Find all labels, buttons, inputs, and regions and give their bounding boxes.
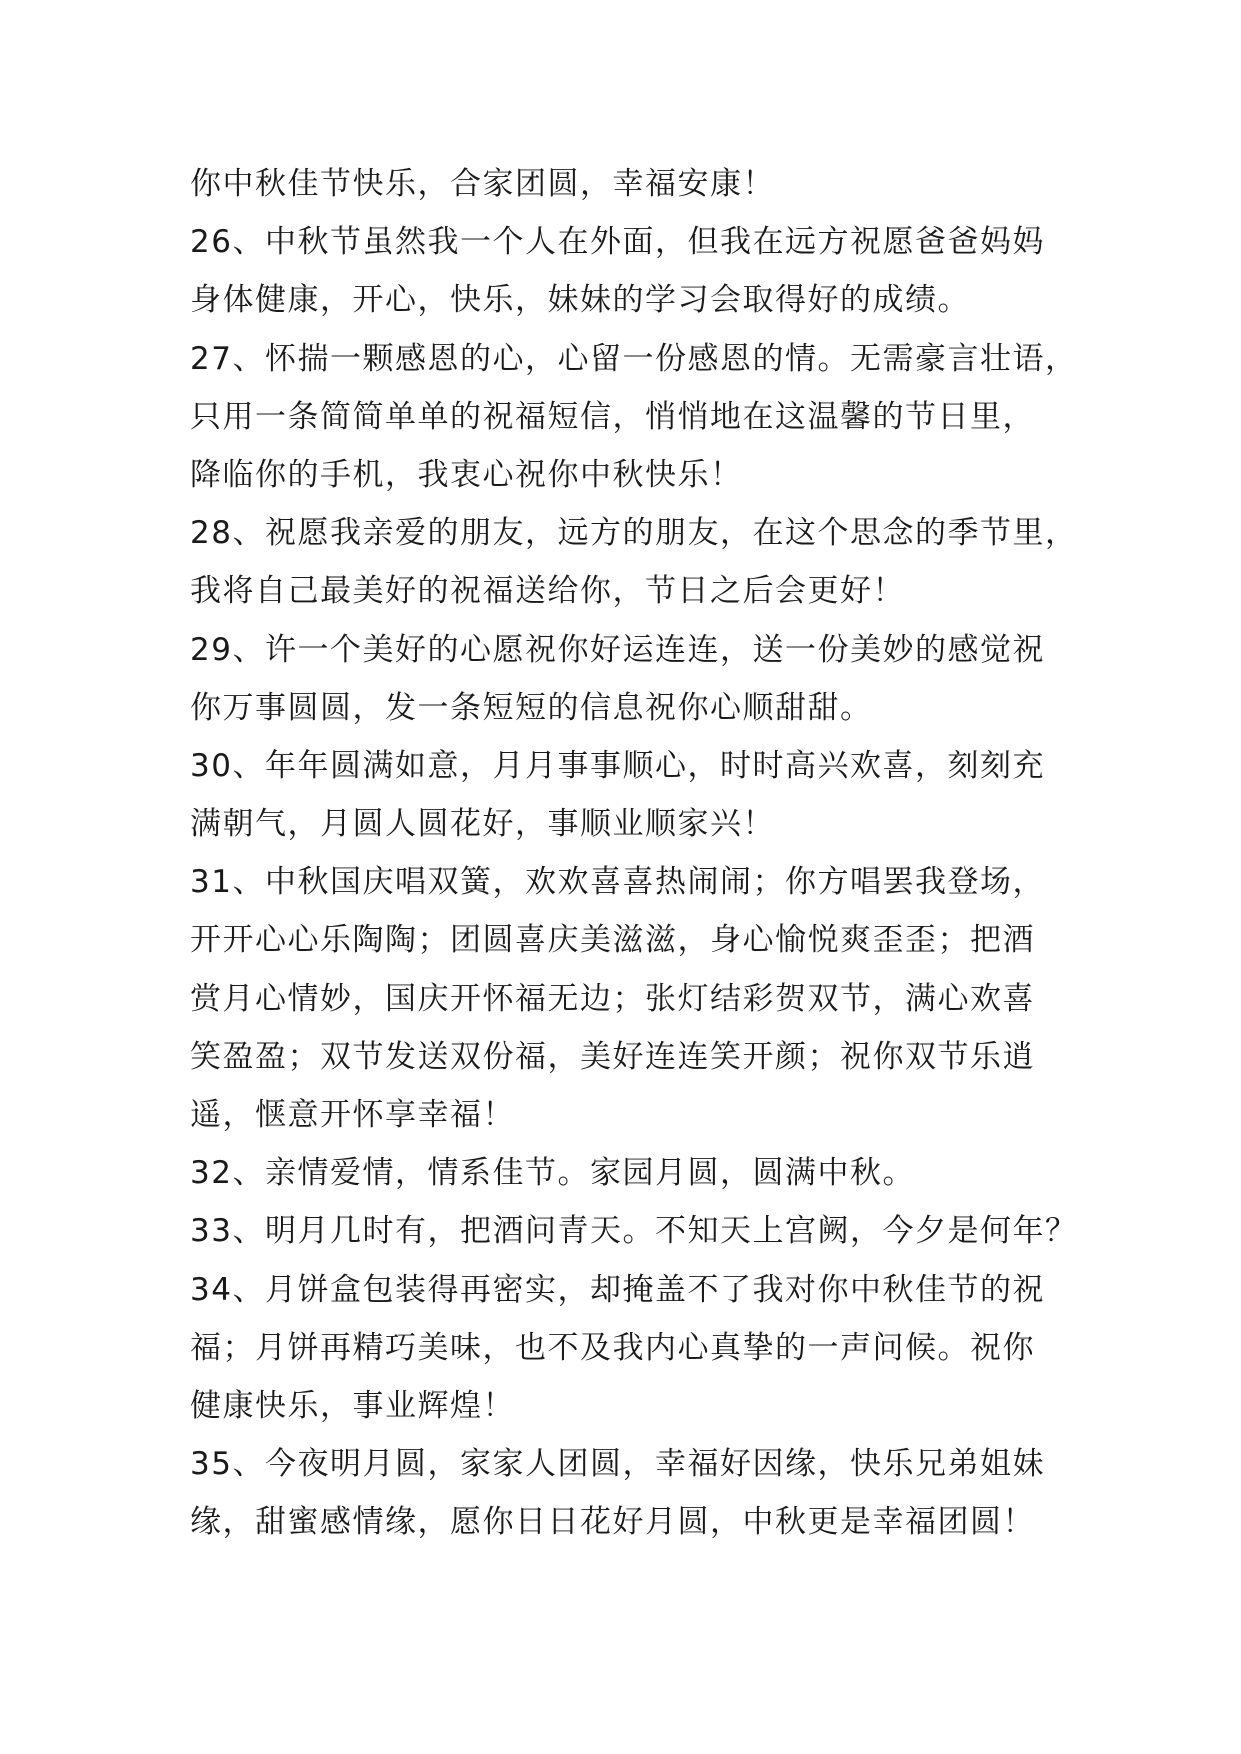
text-line: 满朝气，月圆人圆花好，事顺业顺家兴！ bbox=[190, 806, 775, 843]
text-line: 35、今夜明月圆，家家人团圆，幸福好因缘，快乐兄弟姐妹 bbox=[190, 1446, 1045, 1483]
text-line: 33、明月几时有，把酒问青天。不知天上宫阙，今夕是何年？ bbox=[190, 1213, 1078, 1250]
text-line: 健康快乐，事业辉煌！ bbox=[190, 1387, 515, 1424]
text-line: 只用一条简简单单的祝福短信，悄悄地在这温馨的节日里， bbox=[190, 398, 1035, 435]
text-line: 29、许一个美好的心愿祝你好运连连，送一份美妙的感觉祝 bbox=[190, 631, 1045, 668]
text-line: 28、祝愿我亲爱的朋友，远方的朋友，在这个思念的季节里， bbox=[190, 515, 1078, 552]
text-line: 31、中秋国庆唱双簧，欢欢喜喜热闹闹；你方唱罢我登场， bbox=[190, 864, 1045, 901]
text-line: 32、亲情爱情，情系佳节。家园月圆，圆满中秋。 bbox=[190, 1155, 915, 1192]
text-line: 30、年年圆满如意，月月事事顺心，时时高兴欢喜，刻刻充 bbox=[190, 747, 1045, 784]
text-line: 遥，惬意开怀享幸福！ bbox=[190, 1097, 515, 1133]
text-line: 笑盈盈；双节发送双份福，美好连连笑开颜；祝你双节乐逍 bbox=[190, 1038, 1035, 1075]
text-line: 开开心心乐陶陶；团圆喜庆美滋滋，身心愉悦爽歪歪；把酒 bbox=[190, 922, 1035, 959]
document-body bbox=[190, 155, 1090, 1552]
text-line: 降临你的手机，我衷心祝你中秋快乐！ bbox=[190, 456, 743, 493]
text-line: 福；月饼再精巧美味，也不及我内心真挚的一声问候。祝你 bbox=[190, 1329, 1035, 1366]
text-line: 你万事圆圆，发一条短短的信息祝你心顺甜甜。 bbox=[190, 689, 873, 726]
text-line: 27、怀揣一颗感恩的心，心留一份感恩的情。无需豪言壮语， bbox=[190, 340, 1078, 377]
text-line: 我将自己最美好的祝福送给你，节日之后会更好！ bbox=[190, 573, 905, 610]
text-line: 身体健康，开心，快乐，妹妹的学习会取得好的成绩。 bbox=[190, 282, 970, 319]
text-line: 26、中秋节虽然我一个人在外面，但我在远方祝愿爸爸妈妈 bbox=[190, 224, 1045, 261]
text-line: 缘，甜蜜感情缘，愿你日日花好月圆，中秋更是幸福团圆！ bbox=[190, 1504, 1035, 1541]
text-line: 赏月心情妙，国庆开怀福无边；张灯结彩贺双节，满心欢喜 bbox=[190, 980, 1035, 1017]
text-line: 34、月饼盒包装得再密实，却掩盖不了我对你中秋佳节的祝 bbox=[190, 1271, 1045, 1308]
text-line: 你中秋佳节快乐，合家团圆，幸福安康！ bbox=[190, 166, 775, 202]
